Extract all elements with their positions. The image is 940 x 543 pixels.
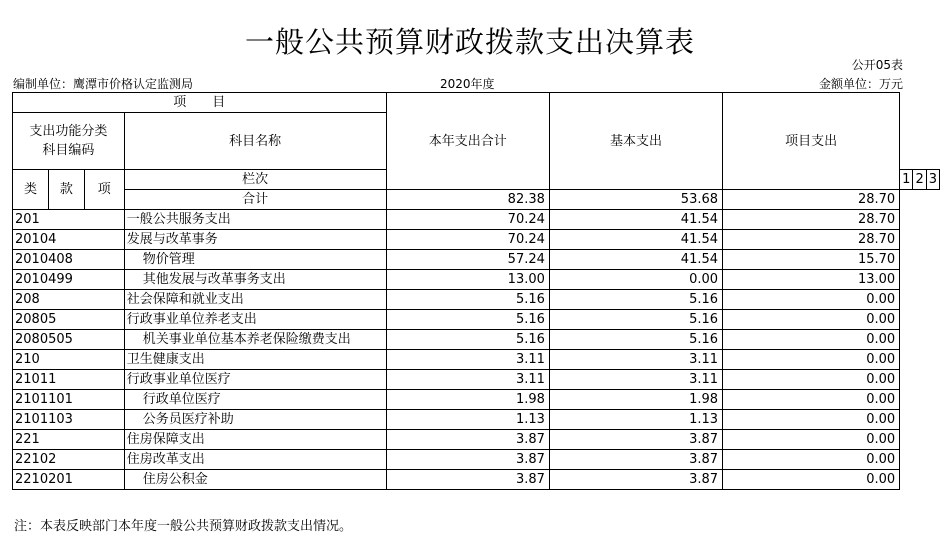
row-subject-name: 行政事业单位养老支出 <box>124 310 386 330</box>
fiscal-year: 2020年度 <box>440 77 495 91</box>
row-total: 3.11 <box>386 370 549 390</box>
row-code: 20104 <box>13 230 125 250</box>
header-kuan: 款 <box>48 170 84 210</box>
table-row <box>13 250 940 270</box>
row-code: 201 <box>13 210 125 230</box>
row-code: 2101103 <box>13 410 125 430</box>
header-lei: 类 <box>13 170 49 210</box>
total-project: 28.70 <box>723 190 900 210</box>
table-row <box>13 390 940 410</box>
header-item: 项 目 <box>13 93 387 113</box>
row-total: 70.24 <box>386 210 549 230</box>
row-basic: 3.11 <box>549 370 722 390</box>
row-basic: 41.54 <box>549 230 722 250</box>
row-code: 221 <box>13 430 125 450</box>
table-row <box>13 310 940 330</box>
row-basic: 3.87 <box>549 450 722 470</box>
header-func-code-line1: 支出功能分类 <box>29 124 108 139</box>
row-code: 2210201 <box>13 470 125 490</box>
row-basic: 41.54 <box>549 210 722 230</box>
row-project: 0.00 <box>723 430 900 450</box>
table-row <box>13 410 940 430</box>
row-total: 1.98 <box>386 390 549 410</box>
row-code: 210 <box>13 350 125 370</box>
header-subject-name: 科目名称 <box>124 113 386 170</box>
amount-unit-label: 金额单位：万元 <box>818 77 903 91</box>
row-total: 13.00 <box>386 270 549 290</box>
row-code: 2101101 <box>13 390 125 410</box>
header-basic: 基本支出 <box>549 93 722 190</box>
row-total: 3.11 <box>386 350 549 370</box>
header-func-code-line2: 科目编码 <box>42 143 95 158</box>
row-total: 3.87 <box>386 450 549 470</box>
row-total: 3.87 <box>386 470 549 490</box>
row-basic: 1.98 <box>549 390 722 410</box>
row-total: 1.13 <box>386 410 549 430</box>
organization-label: 编制单位：鹰潭市价格认定监测局 <box>13 77 194 91</box>
row-subject-name: 物价管理 <box>124 250 386 270</box>
row-code: 22102 <box>13 450 125 470</box>
row-basic: 0.00 <box>549 270 722 290</box>
table-row <box>13 230 940 250</box>
total-label: 合计 <box>124 190 386 210</box>
row-subject-name: 机关事业单位基本养老保险缴费支出 <box>124 330 386 350</box>
budget-table <box>12 92 940 490</box>
table-row <box>13 290 940 310</box>
row-total: 57.24 <box>386 250 549 270</box>
total-sum: 82.38 <box>386 190 549 210</box>
row-code: 2010499 <box>13 270 125 290</box>
header-total: 本年支出合计 <box>386 93 549 190</box>
row-subject-name: 发展与改革事务 <box>124 230 386 250</box>
row-project: 28.70 <box>723 230 900 250</box>
row-subject-name: 住房改革支出 <box>124 450 386 470</box>
row-project: 0.00 <box>723 350 900 370</box>
row-code: 21011 <box>13 370 125 390</box>
table-row <box>13 430 940 450</box>
page-title: 一般公共预算财政拨款支出决算表 <box>244 25 695 59</box>
row-total: 3.87 <box>386 430 549 450</box>
row-basic: 41.54 <box>549 250 722 270</box>
row-project: 0.00 <box>723 290 900 310</box>
row-project: 0.00 <box>723 410 900 430</box>
row-total: 5.16 <box>386 290 549 310</box>
row-total: 5.16 <box>386 310 549 330</box>
row-basic: 3.87 <box>549 430 722 450</box>
row-project: 15.70 <box>723 250 900 270</box>
row-project: 13.00 <box>723 270 900 290</box>
header-col2: 2 <box>913 170 926 190</box>
header-func-code <box>13 113 125 170</box>
table-row <box>13 210 940 230</box>
row-project: 0.00 <box>723 390 900 410</box>
row-code: 208 <box>13 290 125 310</box>
table-row <box>13 270 940 290</box>
header-col1: 1 <box>900 170 913 190</box>
row-code: 20805 <box>13 310 125 330</box>
form-number: 公开05表 <box>851 58 903 72</box>
row-project: 28.70 <box>723 210 900 230</box>
row-project: 0.00 <box>723 470 900 490</box>
row-subject-name: 卫生健康支出 <box>124 350 386 370</box>
table-row <box>13 350 940 370</box>
row-code: 2010408 <box>13 250 125 270</box>
header-project: 项目支出 <box>723 93 900 190</box>
row-basic: 3.87 <box>549 470 722 490</box>
row-project: 0.00 <box>723 450 900 470</box>
row-project: 0.00 <box>723 330 900 350</box>
row-subject-name: 住房公积金 <box>124 470 386 490</box>
total-basic: 53.68 <box>549 190 722 210</box>
header-lanci: 栏次 <box>124 170 386 190</box>
row-code: 2080505 <box>13 330 125 350</box>
row-project: 0.00 <box>723 310 900 330</box>
table-row <box>13 450 940 470</box>
row-subject-name: 行政事业单位医疗 <box>124 370 386 390</box>
row-subject-name: 社会保障和就业支出 <box>124 290 386 310</box>
header-xiang: 项 <box>84 170 124 210</box>
header-col3: 3 <box>926 170 939 190</box>
row-basic: 1.13 <box>549 410 722 430</box>
row-subject-name: 其他发展与改革事务支出 <box>124 270 386 290</box>
row-subject-name: 一般公共服务支出 <box>124 210 386 230</box>
row-basic: 5.16 <box>549 310 722 330</box>
row-basic: 5.16 <box>549 330 722 350</box>
table-row <box>13 330 940 350</box>
row-basic: 3.11 <box>549 350 722 370</box>
footnote: 注：本表反映部门本年度一般公共预算财政拨款支出情况。 <box>14 519 353 534</box>
row-total: 70.24 <box>386 230 549 250</box>
row-total: 5.16 <box>386 330 549 350</box>
row-subject-name: 住房保障支出 <box>124 430 386 450</box>
row-basic: 5.16 <box>549 290 722 310</box>
row-project: 0.00 <box>723 370 900 390</box>
row-subject-name: 公务员医疗补助 <box>124 410 386 430</box>
table-row <box>13 370 940 390</box>
row-subject-name: 行政单位医疗 <box>124 390 386 410</box>
table-row <box>13 470 940 490</box>
